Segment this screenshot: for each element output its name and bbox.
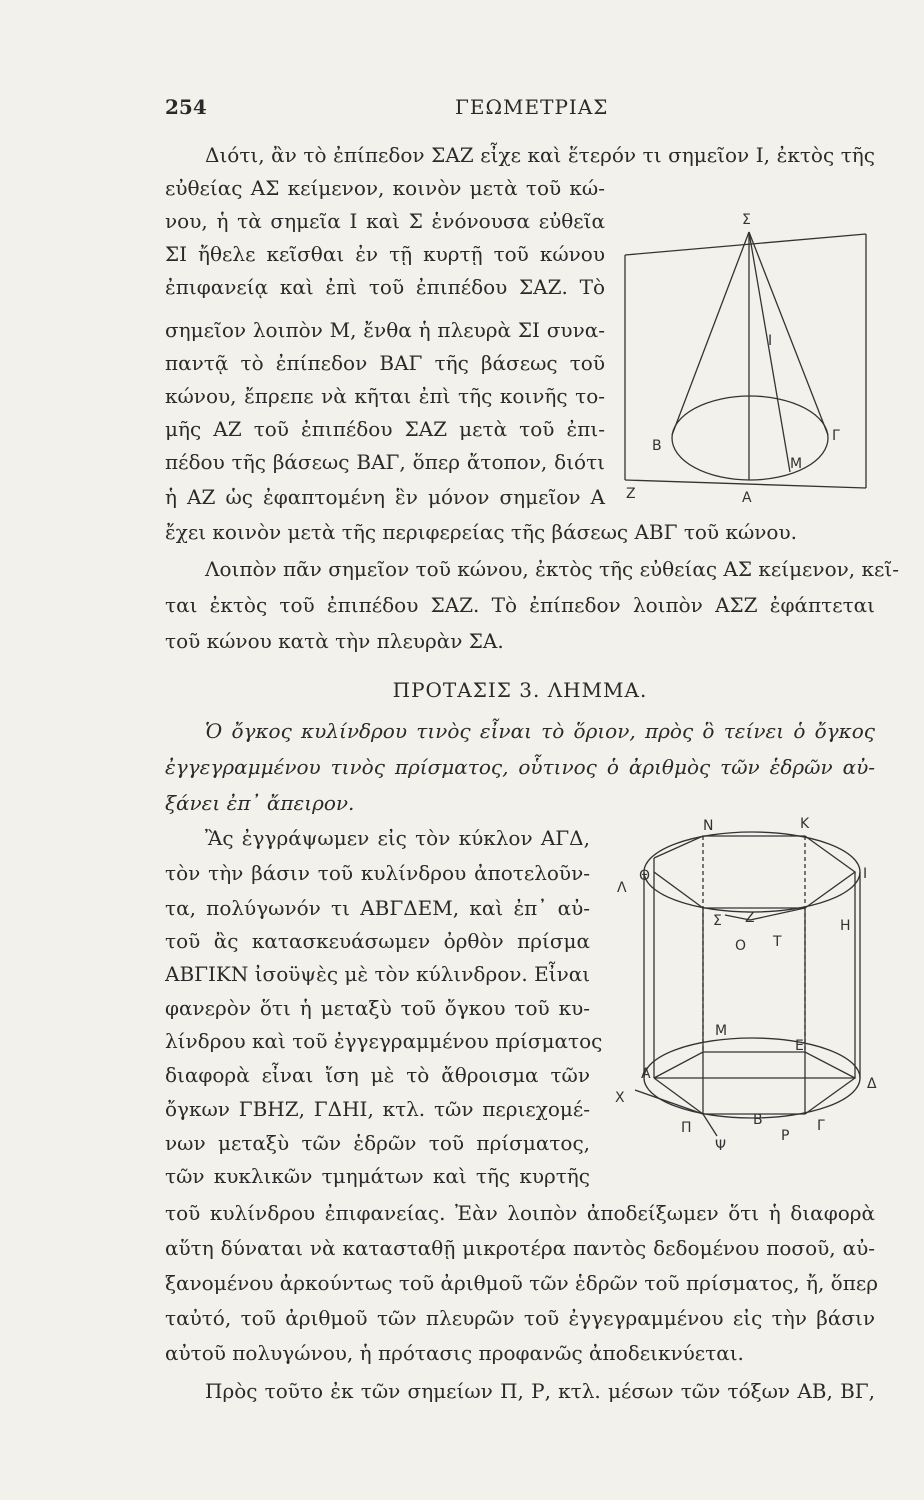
plane-bottom-edge xyxy=(625,480,866,488)
label-Z: Ζ xyxy=(745,910,755,926)
label-T: Τ xyxy=(773,934,782,950)
text-line: ΣΙ ἤθελε κεῖσθαι ἐν τῇ κυρτῇ τοῦ κώνου xyxy=(165,242,605,266)
label-K: Κ xyxy=(800,816,810,832)
figure-line xyxy=(703,1114,717,1136)
label-N: Ν xyxy=(703,818,714,834)
label-O: Ο xyxy=(735,938,747,954)
page-header xyxy=(165,95,885,125)
label-B: Β xyxy=(652,438,662,454)
lemma-line: ξάνει ἐπ᾽ ἄπειρον. xyxy=(165,791,355,815)
label-B: Β xyxy=(753,1112,763,1128)
lemma-line: ἐγγεγραμμένου τινὸς πρίσματος, οὗτινος ὁ ἀριθμὸς τῶν ἑδρῶν αὐ- xyxy=(165,755,875,779)
label-I: Ι xyxy=(768,333,773,349)
text-line: ξανομένου ἀρκούντως τοῦ ἀριθμοῦ τῶν ἑδρῶν τοῦ πρίσματος, ἤ, ὅπερ xyxy=(165,1271,878,1295)
label-X: Χ xyxy=(615,1090,625,1106)
label-P: Π xyxy=(681,1120,692,1136)
text-line: τοῦ κυλίνδρου ἐπιφανείας. Ἐὰν λοιπὸν ἀποδείξωμεν ὅτι ἡ διαφορὰ xyxy=(165,1201,875,1225)
running-title: ΓΕΩΜΕΤΡΙΑΣ xyxy=(455,95,609,119)
figure-line xyxy=(635,1090,703,1114)
label-I: Ι xyxy=(863,866,868,882)
text-line: Πρὸς τοῦτο ἐκ τῶν σημείων Π, Ρ, κτλ. μέσων τῶν τόξων ΑΒ, ΒΓ, xyxy=(205,1379,875,1403)
text-line: νου, ἡ τὰ σημεῖα Ι καὶ Σ ἑνόνουσα εὐθεῖα xyxy=(165,209,605,233)
label-M: Μ xyxy=(715,1023,728,1039)
page-number: 254 xyxy=(165,95,207,119)
section-heading: ΠΡΟΤΑΣΙΣ 3. ΛΗΜΜΑ. xyxy=(392,678,648,702)
label-TH: Θ xyxy=(639,868,651,884)
cone-left-side xyxy=(672,232,749,435)
text-line: τα, πολύγωνόν τι ΑΒΓΔΕΜ, καὶ ἐπ᾽ αὐ- xyxy=(165,896,590,920)
text-line: ταὐτό, τοῦ ἀριθμοῦ τῶν πλευρῶν τοῦ ἐγγεγραμμένου εἰς τὴν βάσιν xyxy=(165,1306,875,1330)
text-line: μῆς ΑΖ τοῦ ἐπιπέδου ΣΑΖ μετὰ τοῦ ἐπι- xyxy=(165,417,605,441)
label-PS: Ψ xyxy=(715,1138,727,1154)
label-R: Ρ xyxy=(781,1128,790,1144)
label-E: Ε xyxy=(795,1038,804,1054)
text-line: κώνου, ἔπρεπε νὰ κῆται ἐπὶ τῆς κοινῆς το- xyxy=(165,384,605,408)
cone-side-SI xyxy=(749,232,790,472)
cylinder-diagram xyxy=(605,810,885,1160)
label-G: Γ xyxy=(832,428,840,444)
label-A: Α xyxy=(641,1066,651,1082)
text-line: τὸν τὴν βάσιν τοῦ κυλίνδρου ἀποτελοῦν- xyxy=(165,861,590,885)
text-line: ΑΒΓΙΚΝ ἰσοϋψὲς μὲ τὸν κύλινδρον. Εἶναι xyxy=(165,962,591,986)
cylinder-figure xyxy=(605,810,885,1160)
cylinder-top xyxy=(644,832,860,912)
text-line: αὐτοῦ πολυγώνου, ἡ πρότασις προφανῶς ἀποδεικνύεται. xyxy=(165,1341,744,1365)
text-line: Λοιπὸν πᾶν σημεῖον τοῦ κώνου, ἐκτὸς τῆς εὐθείας ΑΣ κείμενον, κεῖ- xyxy=(205,557,899,581)
cone-figure xyxy=(610,210,880,510)
text-line: ἡ ΑΖ ὡς ἐφαπτομένη ἓν μόνον σημεῖον Α xyxy=(165,485,605,509)
label-M: Μ xyxy=(790,456,803,472)
text-line: λίνδρου καὶ τοῦ ἐγγεγραμμένου πρίσματος xyxy=(165,1029,603,1053)
plane-top-edge xyxy=(625,234,866,255)
text-line: Ἂς ἐγγράψωμεν εἰς τὸν κύκλον ΑΓΔ, xyxy=(205,826,590,850)
label-G: Γ xyxy=(817,1118,825,1134)
prism-base-polygon xyxy=(654,1052,855,1114)
text-line: φανερὸν ὅτι ἡ μεταξὺ τοῦ ὄγκου τοῦ κυ- xyxy=(165,996,590,1020)
text-line: εὐθείας ΑΣ κείμενον, κοινὸν μετὰ τοῦ κώ- xyxy=(165,176,605,200)
text-line: ἐπιφανείᾳ καὶ ἐπὶ τοῦ ἐπιπέδου ΣΑΖ. Τὸ xyxy=(165,275,605,299)
label-H: Η xyxy=(840,918,851,934)
text-line: ἔχει κοινὸν μετὰ τῆς περιφερείας τῆς βάσεως ΑΒΓ τοῦ κώνου. xyxy=(165,520,797,544)
text-line: παντᾷ τὸ ἐπίπεδον ΒΑΓ τῆς βάσεως τοῦ xyxy=(165,351,605,375)
text-line: νων μεταξὺ τῶν ἑδρῶν τοῦ πρίσματος, xyxy=(165,1131,590,1155)
cone-diagram xyxy=(610,210,880,510)
text-line: ὄγκων ΓΒΗΖ, ΓΔΗΙ, κτλ. τῶν περιεχομέ- xyxy=(165,1097,590,1121)
label-D: Δ xyxy=(867,1076,877,1092)
text-line: τῶν κυκλικῶν τμημάτων καὶ τῆς κυρτῆς xyxy=(165,1164,590,1188)
text-line: διαφορὰ εἶναι ἴση μὲ τὸ ἄθροισμα τῶν xyxy=(165,1063,590,1087)
text-line: ται ἐκτὸς τοῦ ἐπιπέδου ΣΑΖ. Τὸ ἐπίπεδον λοιπὸν ΑΣΖ ἐφάπτεται xyxy=(165,593,875,617)
text-line: τοῦ ἂς κατασκευάσωμεν ὀρθὸν πρίσμα xyxy=(165,929,590,953)
label-S: Σ xyxy=(742,212,751,228)
text-line: Διότι, ἂν τὸ ἐπίπεδον ΣΑΖ εἶχε καὶ ἕτερόν τι σημεῖον Ι, ἐκτὸς τῆς xyxy=(205,143,875,167)
cone-right-side xyxy=(749,232,828,435)
lemma-line: Ὁ ὄγκος κυλίνδρου τινὸς εἶναι τὸ ὅριον, πρὸς ὃ τείνει ὁ ὄγκος xyxy=(205,719,875,743)
cone-base xyxy=(672,396,828,480)
label-Z: Ζ xyxy=(626,486,636,502)
text-line: πέδου τῆς βάσεως ΒΑΓ, ὅπερ ἄτοπον, διότι xyxy=(165,450,605,474)
text-line: σημεῖον λοιπὸν Μ, ἔνθα ἡ πλευρὰ ΣΙ συνα- xyxy=(165,318,605,342)
figure-line xyxy=(750,908,805,920)
label-A: Α xyxy=(742,490,752,506)
text-line: τοῦ κώνου κατὰ τὴν πλευρὰν ΣΑ. xyxy=(165,629,504,653)
label-S: Σ xyxy=(713,913,722,929)
label-L: Λ xyxy=(617,880,627,896)
text-line: αὕτη δύναται νὰ κατασταθῇ μικροτέρα παντὸς δεδομένου ποσοῦ, αὐ- xyxy=(165,1236,875,1260)
prism-top-polygon xyxy=(654,836,855,908)
